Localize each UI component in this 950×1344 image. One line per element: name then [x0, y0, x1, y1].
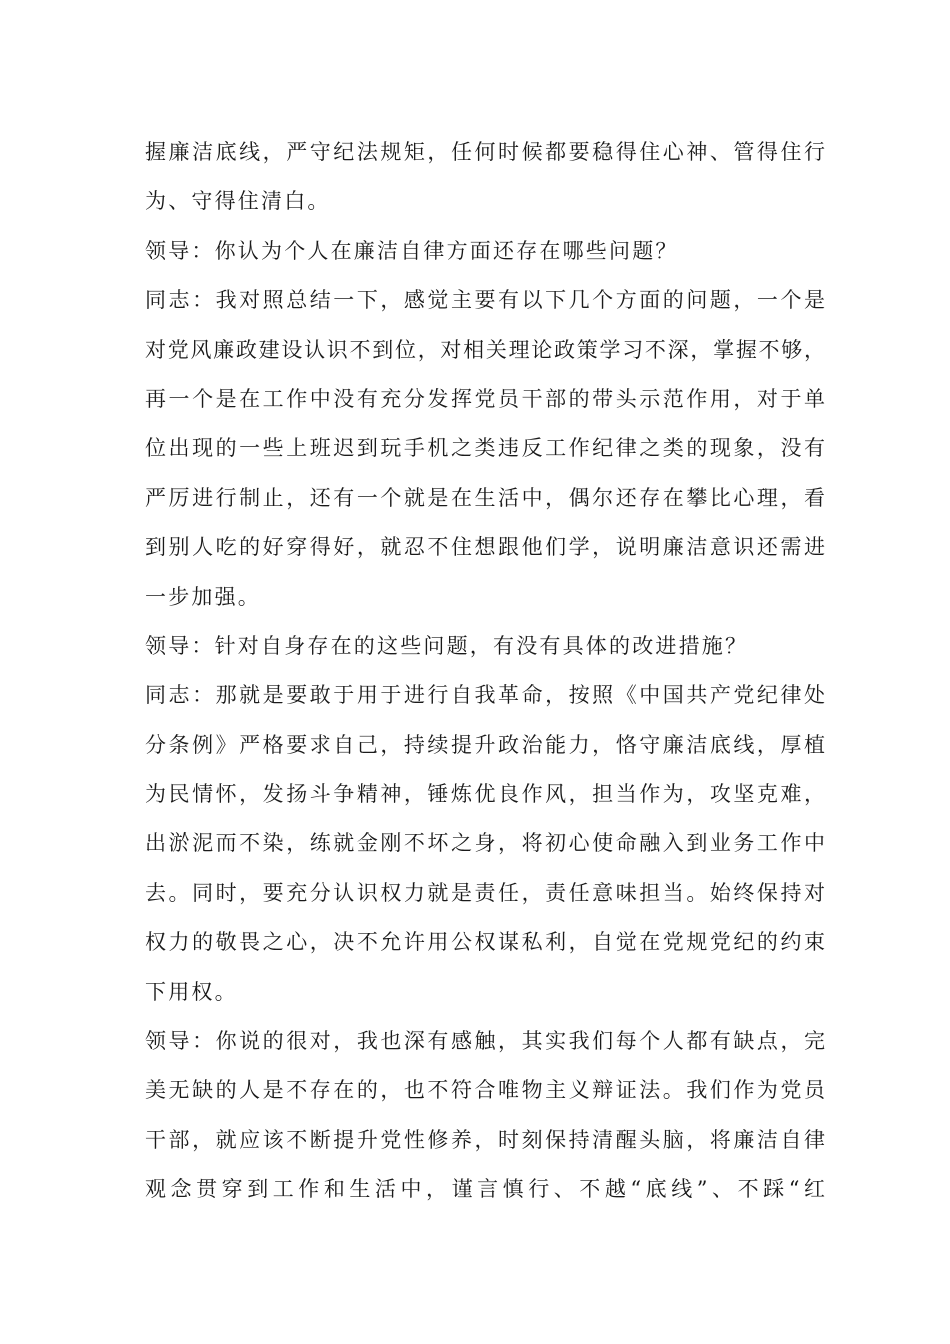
- text-line: 为、守得住清白。: [145, 189, 331, 214]
- text-line: 分条例》严格要求自己，持续提升政治能力，恪守廉洁底线，厚植: [145, 732, 825, 757]
- text-line: 为民情怀，发扬斗争精神，锤炼优良作风，担当作为，攻坚克难，: [145, 782, 825, 807]
- text-line: 领导：你认为个人在廉洁自律方面还存在哪些问题？: [145, 238, 679, 263]
- text-line: 领导：你说的很对，我也深有感触，其实我们每个人都有缺点，完: [145, 1029, 825, 1054]
- text-line: 领导：针对自身存在的这些问题，有没有具体的改进措施？: [145, 633, 749, 658]
- body-text: [145, 128, 825, 1215]
- text-line: 下用权。: [145, 979, 238, 1004]
- text-line: 再一个是在工作中没有充分发挥党员干部的带头示范作用，对于单: [145, 386, 825, 411]
- text-line: 出淤泥而不染，练就金刚不坏之身，将初心使命融入到业务工作中: [145, 831, 825, 856]
- text-line: 同志：我对照总结一下，感觉主要有以下几个方面的问题，一个是: [145, 288, 825, 313]
- text-line: 权力的敬畏之心，决不允许用公权谋私利，自觉在党规党纪的约束: [145, 930, 825, 955]
- text-line: 去。同时，要充分认识权力就是责任，责任意味担当。始终保持对: [145, 880, 825, 905]
- text-line: 位出现的一些上班迟到玩手机之类违反工作纪律之类的现象，没有: [145, 436, 825, 461]
- text-line: 一步加强。: [145, 584, 261, 609]
- text-line: 握廉洁底线，严守纪法规矩，任何时候都要稳得住心神、管得住行: [145, 140, 825, 164]
- text-line: 美无缺的人是不存在的，也不符合唯物主义辩证法。我们作为党员: [145, 1078, 825, 1103]
- text-line: 对党风廉政建设认识不到位，对相关理论政策学习不深，掌握不够，: [145, 337, 825, 362]
- text-line: 到别人吃的好穿得好，就忍不住想跟他们学，说明廉洁意识还需进: [145, 535, 825, 560]
- text-line: 观念贯穿到工作和生活中，谨言慎行、不越“底线”、不踩“红: [145, 1177, 825, 1202]
- text-line: 严厉进行制止，还有一个就是在生活中，偶尔还存在攀比心理，看: [145, 485, 825, 510]
- text-line: 同志：那就是要敢于用于进行自我革命，按照《中国共产党纪律处: [145, 683, 825, 708]
- text-line: 干部，就应该不断提升党性修养，时刻保持清醒头脑，将廉洁自律: [145, 1127, 825, 1152]
